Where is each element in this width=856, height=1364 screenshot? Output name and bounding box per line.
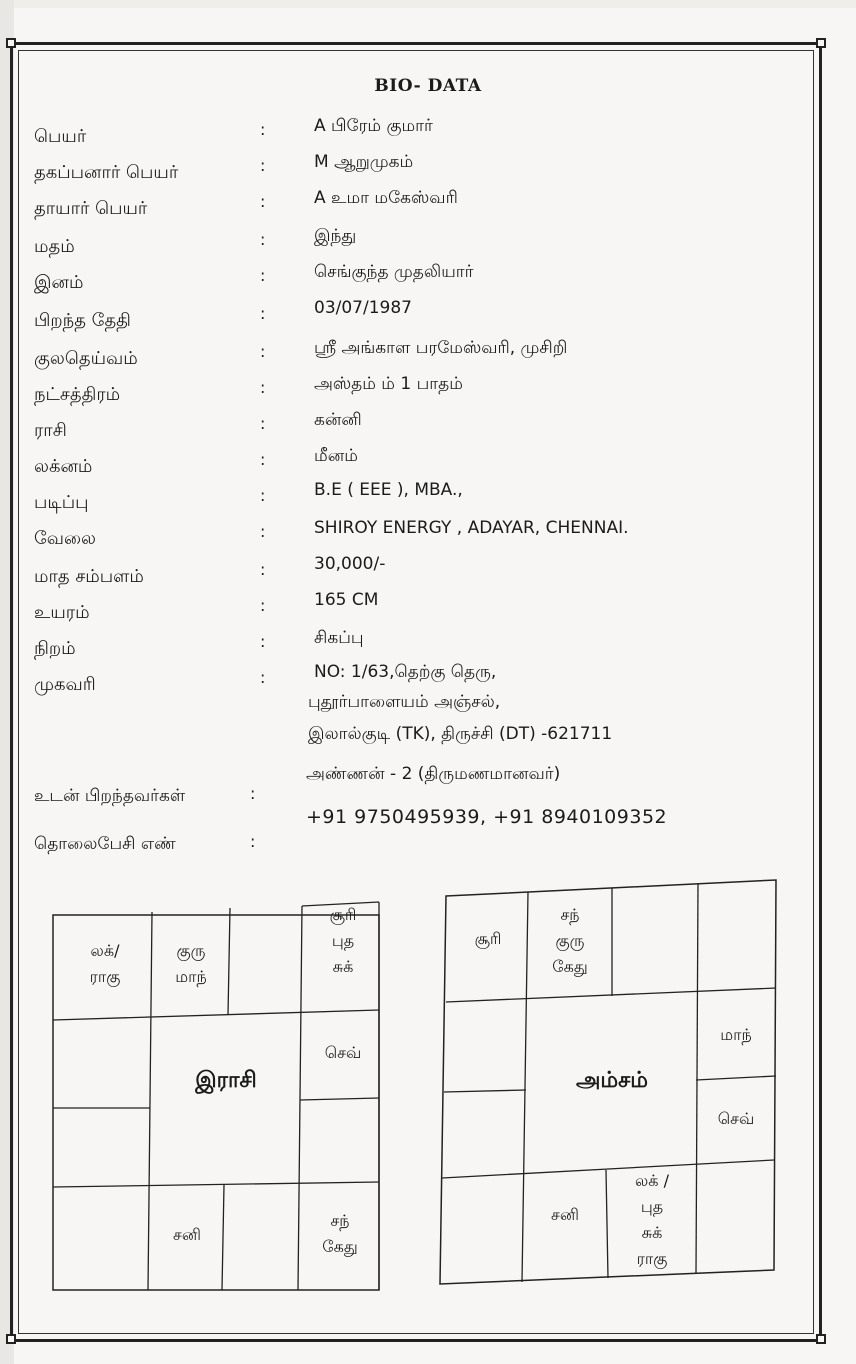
field-row — [0, 298, 856, 336]
border-corner — [6, 38, 16, 48]
rasi-house: சனி — [173, 1225, 201, 1244]
field-label: உயரம் — [34, 602, 90, 623]
phone-value: +91 9750495939, +91 8940109352 — [306, 806, 668, 828]
amsam-house: சந் குரு கேது — [552, 905, 588, 976]
field-row — [0, 376, 856, 410]
field-label: வேலை — [34, 528, 96, 549]
document-title: BIO- DATA — [374, 76, 482, 96]
field-label: பெயர் — [34, 126, 87, 147]
amsam-center-label: அம்சம் — [575, 1068, 649, 1093]
field-value: செங்குந்த முதலியார் — [314, 262, 474, 282]
field-value: கன்னி — [314, 410, 362, 430]
rasi-center-label: இராசி — [195, 1068, 257, 1093]
siblings-value: அண்ணன் - 2 (திருமணமானவர்) — [306, 764, 561, 784]
amsam-house: செவ் — [717, 1109, 755, 1128]
field-colon: : — [260, 560, 266, 579]
field-value: சிகப்பு — [314, 628, 364, 648]
phone-label: தொலைபேசி எண் — [34, 834, 176, 854]
amsam-house: சனி — [551, 1205, 579, 1224]
amsam-house: சூரி — [474, 929, 502, 948]
field-row — [0, 154, 856, 188]
field-label: படிப்பு — [34, 492, 89, 513]
field-label: ராசி — [34, 420, 67, 441]
border-corner — [816, 38, 826, 48]
field-colon: : — [260, 522, 266, 541]
field-value: M ஆறுமுகம் — [314, 152, 414, 172]
amsam-house: மாந் — [720, 1025, 752, 1044]
field-label: முகவரி — [34, 674, 96, 695]
address-line-3: இலால்குடி (TK), திருச்சி (DT) -621711 — [308, 724, 613, 744]
field-row — [0, 480, 856, 518]
amsam-chart — [436, 878, 780, 1286]
field-colon: : — [260, 668, 266, 687]
field-value: ஸ்ரீ அங்காள பரமேஸ்வரி, முசிறி — [314, 338, 568, 358]
field-value: 30,000/- — [314, 554, 386, 574]
siblings-label: உடன் பிறந்தவர்கள் — [34, 786, 186, 806]
field-label: லக்னம் — [34, 456, 93, 477]
rasi-house: லக்/ ராகு — [89, 941, 121, 986]
field-colon: : — [260, 378, 266, 397]
field-value: மீனம் — [314, 446, 358, 466]
field-row — [0, 228, 856, 262]
field-row — [0, 118, 856, 152]
field-row — [0, 448, 856, 482]
rasi-house: குரு மாந் — [175, 941, 207, 986]
field-label: தகப்பனார் பெயர் — [34, 162, 179, 183]
field-colon: : — [260, 632, 266, 651]
page-edge-top — [0, 0, 856, 8]
field-value: SHIROY ENERGY , ADAYAR, CHENNAI. — [314, 518, 629, 538]
border-corner — [6, 1334, 16, 1344]
field-label: மதம் — [34, 236, 75, 257]
field-colon: : — [260, 304, 266, 323]
field-row — [0, 630, 856, 664]
field-value: NO: 1/63,தெற்கு தெரு, — [314, 662, 497, 682]
field-colon: : — [260, 486, 266, 505]
siblings-colon: : — [250, 784, 256, 803]
border-corner — [816, 1334, 826, 1344]
field-label: குலதெய்வம் — [34, 348, 138, 369]
field-label: இனம் — [34, 272, 84, 293]
field-colon: : — [260, 450, 266, 469]
rasi-house: சூரி புத சுக் — [329, 905, 357, 976]
field-value: அஸ்தம் ம் 1 பாதம் — [314, 374, 463, 394]
field-colon: : — [260, 192, 266, 211]
field-label: தாயார் பெயர் — [34, 198, 148, 219]
field-colon: : — [260, 156, 266, 175]
field-label: பிறந்த தேதி — [34, 310, 131, 331]
field-row — [0, 190, 856, 224]
field-colon: : — [260, 342, 266, 361]
field-row — [0, 554, 856, 592]
rasi-chart — [52, 900, 382, 1292]
field-colon: : — [260, 266, 266, 285]
rasi-house: செவ் — [324, 1043, 362, 1062]
field-label: நிறம் — [34, 638, 76, 659]
field-label: மாத சம்பளம் — [34, 566, 144, 587]
field-value: இந்து — [314, 226, 357, 246]
field-value: A உமா மகேஸ்வரி — [314, 188, 458, 208]
field-value: 165 CM — [314, 590, 379, 610]
field-row — [0, 340, 856, 374]
amsam-house: லக் / புத சுக் ராகு — [635, 1171, 669, 1268]
field-label: நட்சத்திரம் — [34, 384, 121, 405]
field-row — [0, 520, 856, 554]
field-row — [0, 590, 856, 628]
field-value: 03/07/1987 — [314, 298, 412, 318]
field-colon: : — [260, 596, 266, 615]
field-colon: : — [260, 414, 266, 433]
field-row — [0, 412, 856, 446]
field-value: B.E ( EEE ), MBA., — [314, 480, 463, 500]
rasi-house: சந் கேது — [322, 1211, 358, 1256]
field-colon: : — [260, 230, 266, 249]
phone-colon: : — [250, 832, 256, 851]
field-value: A பிரேம் குமார் — [314, 116, 433, 136]
address-line-2: புதூர்பாளையம் அஞ்சல், — [308, 692, 501, 712]
field-row — [0, 264, 856, 298]
field-colon: : — [260, 120, 266, 139]
